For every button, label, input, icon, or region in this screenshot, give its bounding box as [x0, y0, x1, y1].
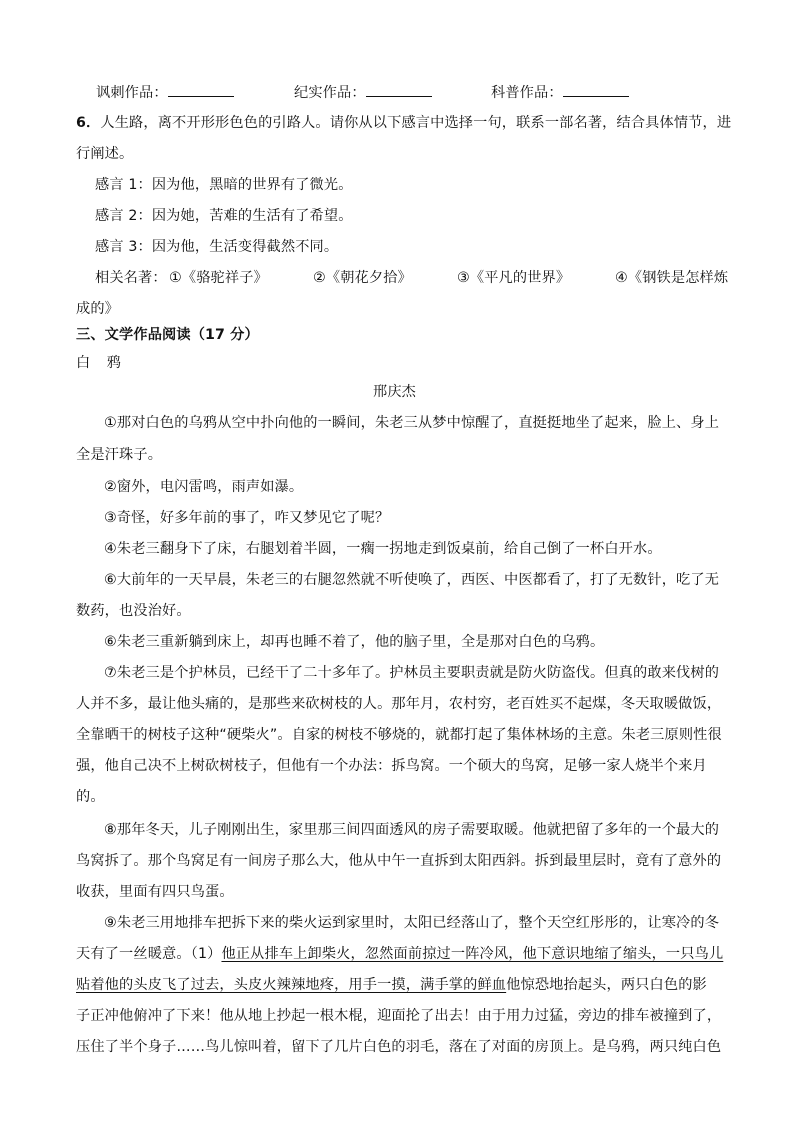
satire-blank[interactable] — [168, 82, 234, 97]
science-blank[interactable] — [563, 82, 629, 97]
p9-line2-start: 天有了一丝暖意。 — [76, 946, 191, 962]
p8-line1: ⑧那年冬天，儿子刚刚出生，家里那三间四面透风的房子需要取暖。他就把留了多年的一个最大的 — [104, 822, 720, 838]
p7-line2: 人并不多，最让他头痛的，是那些来砍树枝的人。那年月，农村穷，老百姓买不起煤，冬天取暖做饭， — [76, 696, 722, 712]
documentary-blank[interactable] — [366, 82, 432, 97]
quote-1: 感言 1：因为他，黑暗的世界有了微光。 — [95, 177, 353, 193]
underlined-sentence-part2: 贴着他的头皮飞了过去，头皮火辣辣地疼，用手一摸，满手掌的鲜血 — [76, 977, 507, 993]
p9-line2 — [76, 944, 723, 964]
book-1: ①《骆驼祥子》 — [169, 270, 268, 286]
section3-heading: 三、文学作品阅读（17 分） — [76, 327, 259, 343]
p9-line5: 压住了半个身子……鸟儿惊叫着，留下了几片白色的羽毛，落在了对面的房顶上。是乌鸦，两只纯白色 — [76, 1039, 722, 1055]
p8-line2: 鸟窝拆了。那个鸟窝足有一间房子那么大，他从中午一直拆到太阳西斜。拆到最里层时，竟有了意外的 — [76, 853, 722, 869]
p6-line: ⑥朱老三重新躺到床上，却再也睡不着了，他的脑子里，全是那对白色的乌鸦。 — [104, 634, 605, 650]
quote-3: 感言 3：因为他，生活变得截然不同。 — [95, 239, 339, 255]
p3-line: ③奇怪，好多年前的事了，咋又梦见它了呢？ — [104, 510, 390, 526]
p1-line1: ①那对白色的乌鸦从空中扑向他的一瞬间，朱老三从梦中惊醒了，直挺挺地坐了起来，脸上、身上 — [104, 415, 720, 431]
underlined-sentence-part1: 他正从排车上卸柴火，忽然面前掠过一阵冷风，他下意识地缩了缩头，一只鸟儿 — [221, 946, 724, 962]
book-2: ②《朝花夕拾》 — [313, 270, 412, 286]
satire-fill-row — [96, 82, 234, 103]
p7-line3: 全靠晒干的树枝子这种“硬柴火”。自家的树枝不够烧的，就都打起了集体林场的主意。朱老三原则性很 — [76, 727, 722, 743]
science-label: 科普作品： — [491, 85, 563, 101]
books-label: 相关名著： — [95, 270, 167, 286]
satire-label: 讽刺作品： — [96, 85, 168, 101]
p7-line5: 的。 — [76, 789, 105, 805]
p8-line3: 收获，里面有四只鸟蛋。 — [76, 884, 234, 900]
quote-2: 感言 2：因为她，苦难的生活有了希望。 — [95, 208, 353, 224]
question6-line1 — [76, 113, 731, 133]
p9-line3-rest: 他惊恐地抬起头，两只白色的影 — [506, 977, 707, 993]
science-fill-row — [491, 82, 629, 103]
p4-line: ④朱老三翻身下了床，右腿划着半圆，一瘸一拐地走到饭桌前，给自己倒了一杯白开水。 — [104, 541, 662, 557]
sentence-marker: （1） — [190, 946, 222, 962]
question6-number: 6． — [76, 115, 101, 131]
question6-prompt-line1: 人生路，离不开形形色色的引路人。请你从以下感言中选择一句，联系一部名著，结合具体情节，进 — [100, 115, 732, 131]
book-4-continued: 成的》 — [76, 301, 120, 317]
p9-line1: ⑨朱老三用地排车把拆下来的柴火运到家里时，太阳已经落山了，整个天空红彤彤的，让寒冷的冬 — [104, 915, 720, 931]
p5-line1: ⑥大前年的一天早晨，朱老三的右腿忽然就不听使唤了，西医、中医都看了，打了无数针，吃了无 — [104, 572, 720, 588]
p2-line: ②窗外，电闪雷鸣，雨声如瀑。 — [104, 479, 304, 495]
p1-line2: 全是汗珠子。 — [76, 447, 163, 463]
book-3: ③《平凡的世界》 — [457, 270, 571, 286]
p7-line1: ⑦朱老三是个护林员，已经干了二十多年了。护林员主要职责就是防火防盗伐。但真的敢来伐树的 — [104, 665, 720, 681]
p9-line3 — [76, 975, 707, 995]
p5-line2: 数药，也没治好。 — [76, 603, 191, 619]
question6-prompt-line2: 行阐述。 — [76, 146, 134, 162]
story-title: 白 鸦 — [76, 355, 127, 371]
p7-line4: 强，他自己决不上树砍树枝子，但他有一个办法：拆鸟窝。一个硕大的鸟窝，足够一家人烧半个来月 — [76, 758, 707, 774]
book-4: ④《钢铁是怎样炼 — [615, 270, 729, 286]
story-author: 邢庆杰 — [373, 384, 417, 400]
documentary-label: 纪实作品： — [294, 85, 366, 101]
p9-line4: 子正冲他俯冲了下来！他从地上抄起一根木棍，迎面抡了出去！由于用力过猛，旁边的排车被撞到了， — [76, 1008, 722, 1024]
documentary-fill-row — [294, 82, 432, 103]
